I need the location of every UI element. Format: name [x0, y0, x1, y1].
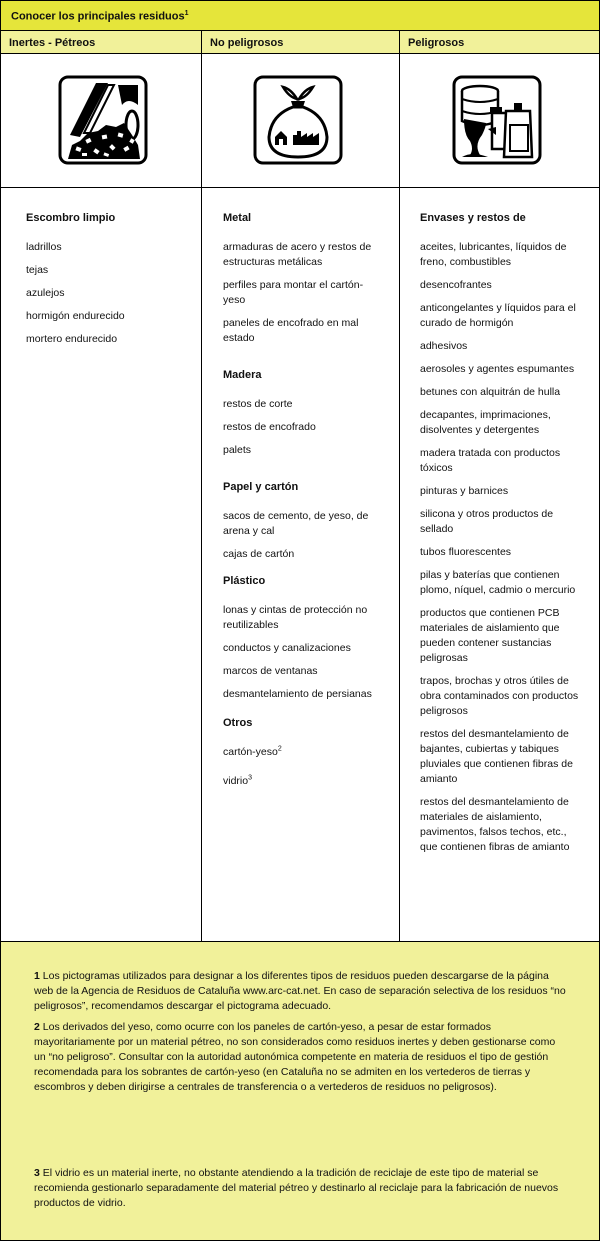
- footnote-1: 1 Los pictogramas utilizados para designar a los diferentes tipos de residuos pueden descargarse de la página web de la Agencia de Residuos de Cataluña www.arc-cat.net. En caso de separación selectiva de los residuos “no peligrosos”, recomendamos descargar el pictograma adecuado.: [34, 970, 566, 1012]
- list-item: lonas y cintas de protección no reutilizables: [223, 604, 368, 631]
- footnotes-panel: [1, 942, 599, 1240]
- list-item: paneles de encofrado en mal estado: [223, 317, 359, 344]
- group-heading: Otros: [223, 717, 253, 729]
- list-item: anticongelantes y líquidos para el curado de hormigón: [420, 302, 576, 329]
- list-item: silicona y otros productos de sellado: [420, 508, 554, 535]
- group-heading: Madera: [223, 369, 262, 381]
- trash-bag-icon: [253, 75, 343, 165]
- list-item: tejas: [26, 264, 49, 276]
- list-item: desencofrantes: [420, 279, 492, 291]
- list-item: restos de encofrado: [223, 421, 316, 433]
- list-item: vidrio$^3$: [223, 774, 252, 787]
- footnote-3: 3 El vidrio es un material inerte, no obstante atendiendo a la tradición de reciclaje de este tipo de material se recomienda gestionarlo separadamente del material pétreo y destinarlo al reciclaje para la fabricación de nuevos productos de vidrio.: [34, 1167, 559, 1209]
- icon-row-divider: [1, 187, 599, 188]
- list-item: decapantes, imprimaciones, disolventes y detergentes: [420, 409, 551, 436]
- list-item: pilas y baterías que contienen plomo, níquel, cadmio o mercurio: [420, 569, 576, 596]
- list-item: hormigón endurecido: [26, 310, 125, 322]
- title-bar: [1, 1, 599, 31]
- column-no-peligrosos: [223, 211, 383, 797]
- list-item: trapos, brochas y otros útiles de obra contaminados con productos peligrosos: [420, 675, 579, 717]
- list-item: marcos de ventanas: [223, 665, 318, 677]
- list-item: mortero endurecido: [26, 333, 118, 345]
- list-item: aerosoles y agentes espumantes: [420, 363, 575, 375]
- column-peligrosos: [420, 211, 580, 863]
- column-divider: [201, 31, 202, 941]
- list-item: aceites, lubricantes, líquidos de freno, combustibles: [420, 241, 567, 268]
- column-header-peligrosos: Peligrosos: [400, 31, 599, 54]
- column-inertes: [26, 211, 196, 355]
- column-header-inertes: Inertes - Pétreos: [1, 31, 201, 54]
- list-item: restos de corte: [223, 398, 293, 410]
- list-item: desmantelamiento de persianas: [223, 688, 372, 700]
- list-item: productos que contienen PCB materiales de aislamiento que pueden contener sustancias peligrosas: [420, 607, 560, 664]
- group-heading: Metal: [223, 212, 252, 224]
- table-title: Conocer los principales residuos$^1$: [11, 10, 189, 23]
- list-item: palets: [223, 444, 252, 456]
- list-item: ladrillos: [26, 241, 62, 253]
- list-item: betunes con alquitrán de hulla: [420, 386, 561, 398]
- list-item: azulejos: [26, 287, 65, 299]
- rubble-icon: [58, 75, 148, 165]
- list-item: cajas de cartón: [223, 548, 295, 560]
- hazardous-containers-icon: [452, 75, 542, 165]
- list-item: armaduras de acero y restos de estructuras metálicas: [223, 241, 372, 268]
- column-divider: [399, 31, 400, 941]
- list-item: adhesivos: [420, 340, 468, 352]
- column-header-no-peligrosos: No peligrosos: [202, 31, 399, 54]
- list-item: perfiles para montar el cartón-yeso: [223, 279, 364, 306]
- group-heading: Papel y cartón: [223, 481, 299, 493]
- list-item: tubos fluorescentes: [420, 546, 512, 558]
- list-item: pinturas y barnices: [420, 485, 509, 497]
- group-heading: Envases y restos de: [420, 212, 526, 224]
- footnote-2: 2 Los derivados del yeso, como ocurre con los paneles de cartón-yeso, a pesar de estar formados mayoritariamente por un material pétreo, no son considerados como residuos inertes y deben gestionarse como un “no peligroso”. Consultar con la autoridad autonómica competente en materia de residuos el tipo de gestión recomendada para los sobrantes de cartón-yeso (en Cataluña no se admiten en los vertederos de tierras y escombros y deben dirigirse a centrales de transferencia o a vertederos de residuos no peligrosos).: [34, 1021, 556, 1093]
- group-heading: Plástico: [223, 575, 266, 587]
- list-item: madera tratada con productos tóxicos: [420, 447, 561, 474]
- list-item: restos del desmantelamiento de materiales de aislamiento, pavimentos, falsos techos, etc., que contienen fibras de amianto: [420, 796, 570, 853]
- group-heading: Escombro limpio: [26, 212, 116, 224]
- list-item: restos del desmantelamiento de bajantes, cubiertas y tabiques pluviales que contienen fibras de amianto: [420, 728, 573, 785]
- list-item: sacos de cemento, de yeso, de arena y cal: [223, 510, 369, 537]
- list-item: conductos y canalizaciones: [223, 642, 351, 654]
- list-item: cartón-yeso$^2$: [223, 745, 282, 758]
